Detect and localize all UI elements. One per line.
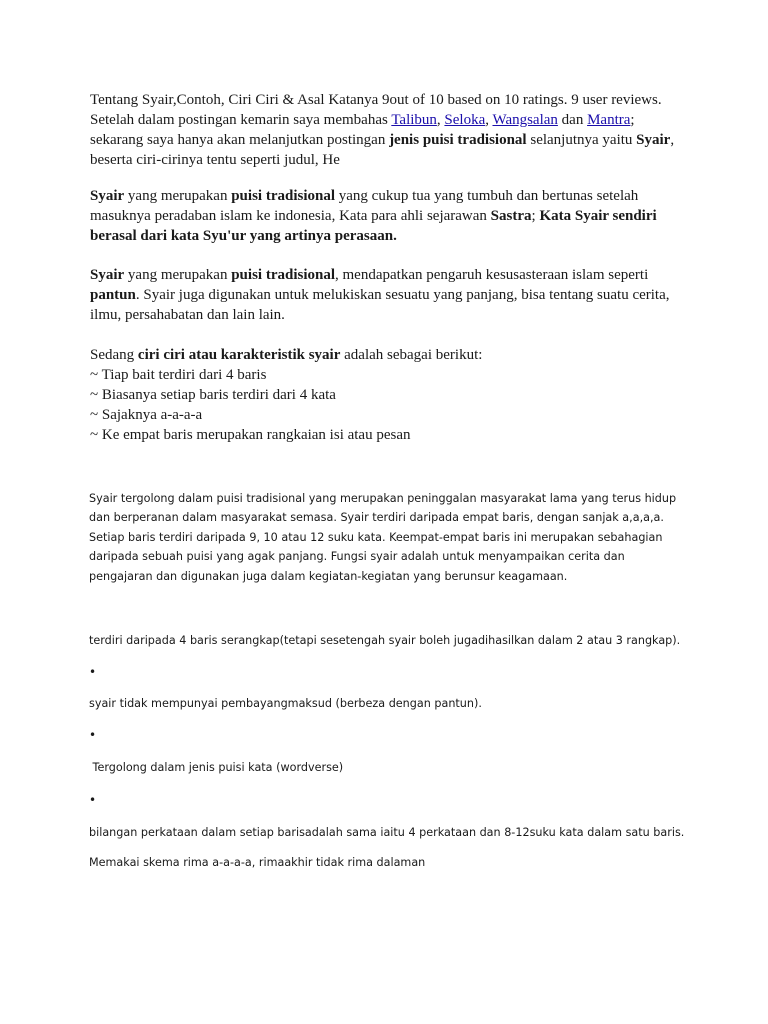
bold-text: Syair	[636, 132, 671, 148]
body-text: yang cukup tua yang tumbuh dan bertunas setelah	[335, 188, 639, 204]
bold-text: jenis puisi tradisional	[389, 132, 527, 148]
body-text: ;	[531, 208, 540, 224]
link-mantra[interactable]: Mantra	[587, 112, 631, 128]
feature-item-4: bilangan perkataan dalam setiap barisadalah sama iaitu 4 perkataan dan 8-12suku kata dalam satu baris.	[89, 826, 685, 839]
feature-item-1: terdiri daripada 4 baris serangkap(tetapi sesetengah syair boleh jugadihasilkan dalam 2 atau 3 rangkap).	[89, 634, 681, 647]
description-line: pengajaran dan digunakan juga dalam kegiatan-kegiatan yang berunsur keagamaan.	[89, 569, 568, 583]
description-line: Setiap baris terdiri daripada 9, 10 atau 12 suku kata. Keempat-empat baris ini merupakan sebahagian	[89, 530, 663, 544]
separator: ;	[630, 112, 635, 128]
bold-text: berasal dari kata Syu'ur yang artinya perasaan.	[90, 228, 397, 244]
body-text: masuknya peradaban islam ke indonesia, Kata para ahli sejarawan	[90, 208, 491, 224]
intro-paragraph	[90, 90, 690, 170]
intro-line-3	[90, 130, 690, 150]
bold-text: Syair	[90, 188, 125, 204]
para2-line-1	[90, 186, 690, 206]
intro-line-2	[90, 110, 690, 130]
body-text: yang merupakan	[124, 267, 232, 283]
para2-line-2	[90, 206, 690, 226]
para2-line-3	[90, 226, 690, 246]
link-seloka[interactable]: Seloka	[444, 112, 486, 128]
bold-text: Syair	[90, 267, 125, 283]
body-text: Sedang	[90, 347, 138, 363]
paragraph-characteristics	[90, 345, 690, 445]
bold-text: Sastra	[490, 208, 532, 224]
para3-line-3: ilmu, persahabatan dan lain lain.	[90, 307, 285, 323]
bold-text: puisi tradisional	[231, 188, 336, 204]
bullet-icon: •	[89, 728, 97, 742]
body-text: . Syair juga digunakan untuk melukiskan sesuatu yang panjang, bisa tentang suatu cerita,	[135, 287, 670, 303]
body-text: yang merupakan	[124, 188, 232, 204]
list-item: ~ Biasanya setiap baris terdiri dari 4 kata	[90, 387, 336, 403]
body-text: adalah sebagai berikut:	[340, 347, 483, 363]
link-talibun[interactable]: Talibun	[391, 112, 437, 128]
description-line: daripada sebuah puisi yang agak panjang. Fungsi syair adalah untuk menyampaikan cerita dan	[89, 550, 625, 564]
list-item: ~ Sajaknya a-a-a-a	[90, 407, 203, 423]
separator: ,	[436, 112, 445, 128]
link-wangsalan[interactable]: Wangsalan	[492, 112, 558, 128]
intro-text: sekarang saya hanya akan melanjutkan postingan	[90, 132, 390, 148]
para4-line-1	[90, 345, 690, 365]
body-text: , mendapatkan pengaruh kesusasteraan islam seperti	[335, 267, 649, 283]
feature-item-3: Tergolong dalam jenis puisi kata (wordverse)	[89, 761, 344, 774]
bold-text: Kata Syair sendiri	[539, 208, 657, 224]
description-line: Syair tergolong dalam puisi tradisional yang merupakan peninggalan masyarakat lama yang terus hidup	[89, 492, 677, 505]
syair-description-paragraph	[89, 489, 709, 586]
intro-line-4: beserta ciri-cirinya tentu seperti judul, He	[90, 152, 340, 168]
bold-text: ciri ciri atau karakteristik syair	[137, 347, 341, 363]
bold-text: puisi tradisional	[231, 267, 336, 283]
bold-text: pantun	[90, 287, 136, 303]
bullet-icon: •	[89, 665, 97, 679]
para3-line-1	[90, 265, 690, 285]
intro-text: selanjutnya yaitu	[526, 132, 637, 148]
para3-line-2	[90, 285, 690, 305]
intro-text: Setelah dalam postingan kemarin saya membahas	[90, 112, 392, 128]
list-item: ~ Ke empat baris merupakan rangkaian isi atau pesan	[90, 427, 411, 443]
paragraph-syair-origin	[90, 186, 690, 246]
list-item: ~ Tiap bait terdiri dari 4 baris	[90, 367, 267, 383]
separator: ,	[485, 112, 493, 128]
intro-text: ,	[670, 132, 675, 148]
separator: dan	[557, 112, 588, 128]
feature-item-2: syair tidak mempunyai pembayangmaksud (berbeza dengan pantun).	[89, 697, 482, 710]
intro-line-1: Tentang Syair,Contoh, Ciri Ciri & Asal Katanya 9out of 10 based on 10 ratings. 9 user reviews.	[90, 92, 662, 108]
feature-item-5: Memakai skema rima a-a-a-a, rimaakhir tidak rima dalaman	[89, 856, 426, 869]
bullet-icon: •	[89, 793, 97, 807]
description-line: dan berperanan dalam masyarakat semasa. Syair terdiri daripada empat baris, dengan sanjak a,a,a,a.	[89, 511, 664, 525]
paragraph-syair-influence	[90, 265, 690, 325]
